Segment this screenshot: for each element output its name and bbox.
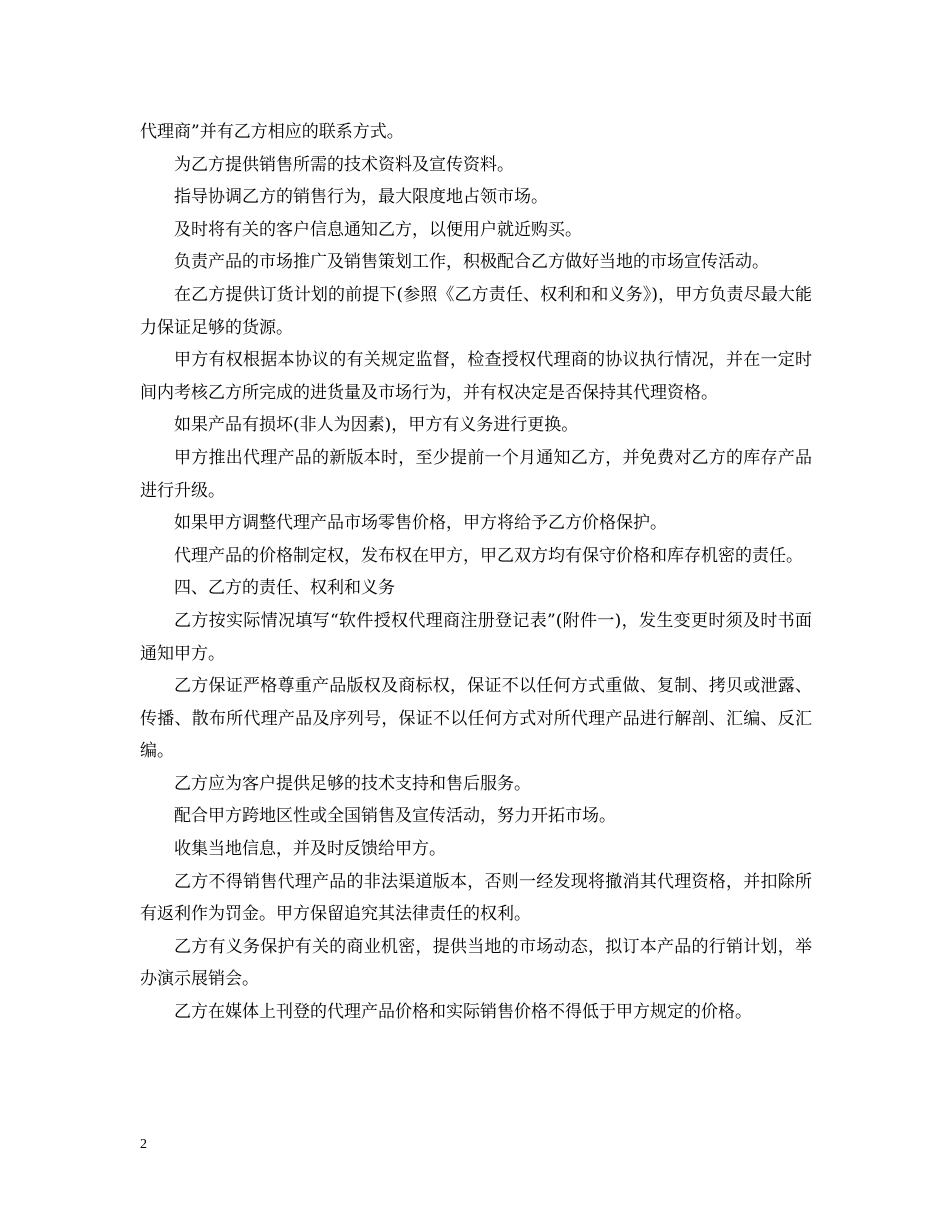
paragraph: 为乙方提供销售所需的技术资料及宣传资料。 <box>174 154 514 175</box>
paragraph: 及时将有关的客户信息通知乙方，以便用户就近购买。 <box>174 219 582 240</box>
paragraph: 在乙方提供订货计划的前提下(参照《乙方责任、权利和和义务》)，甲方负责尽最大能力保证足够的货源。 <box>140 284 812 338</box>
paragraph: 乙方有义务保护有关的商业机密，提供当地的市场动态，拟订本产品的行销计划，举办演示展销会。 <box>140 936 812 990</box>
paragraph: 乙方在媒体上刊登的代理产品价格和实际销售价格不得低于甲方规定的价格。 <box>174 1002 752 1023</box>
paragraph: 乙方按实际情况填写“软件授权代理商注册登记表”(附件一)，发生变更时须及时书面通知甲方。 <box>140 610 812 664</box>
page-number: 2 <box>140 1137 147 1152</box>
section-heading: 四、乙方的责任、权利和义务 <box>174 578 395 599</box>
paragraph: 代理产品的价格制定权，发布权在甲方，甲乙双方均有保守价格和库存机密的责任。 <box>174 545 803 566</box>
paragraph: 乙方不得销售代理产品的非法渠道版本，否则一经发现将撤消其代理资格，并扣除所有返利作为罚金。甲方保留追究其法律责任的权利。 <box>140 871 812 925</box>
paragraph: 甲方推出代理产品的新版本时，至少提前一个月通知乙方，并免费对乙方的库存产品进行升级。 <box>140 447 812 501</box>
paragraph: 甲方有权根据本协议的有关规定监督，检查授权代理商的协议执行情况，并在一定时间内考核乙方所完成的进货量及市场行为，并有权决定是否保持其代理资格。 <box>140 350 812 403</box>
paragraph: 代理商”并有乙方相应的联系方式。 <box>140 122 404 142</box>
paragraph: 如果产品有损坏(非人为因素)，甲方有义务进行更换。 <box>174 415 579 436</box>
paragraph: 如果甲方调整代理产品市场零售价格，甲方将给予乙方价格保护。 <box>174 513 667 534</box>
paragraph: 指导协调乙方的销售行为，最大限度地占领市场。 <box>174 187 548 208</box>
paragraph: 配合甲方跨地区性或全国销售及宣传活动，努力开拓市场。 <box>174 806 616 827</box>
paragraph: 负责产品的市场推广及销售策划工作，积极配合乙方做好当地的市场宣传活动。 <box>174 252 769 273</box>
paragraph: 乙方保证严格尊重产品版权及商标权，保证不以任何方式重做、复制、拷贝或泄露、传播、散布所代理产品及序列号，保证不以任何方式对所代理产品进行解剖、汇编、反汇编。 <box>140 676 812 762</box>
document-body <box>140 116 812 1029</box>
paragraph: 收集当地信息，并及时反馈给甲方。 <box>174 839 446 860</box>
paragraph: 乙方应为客户提供足够的技术支持和售后服务。 <box>174 773 531 794</box>
